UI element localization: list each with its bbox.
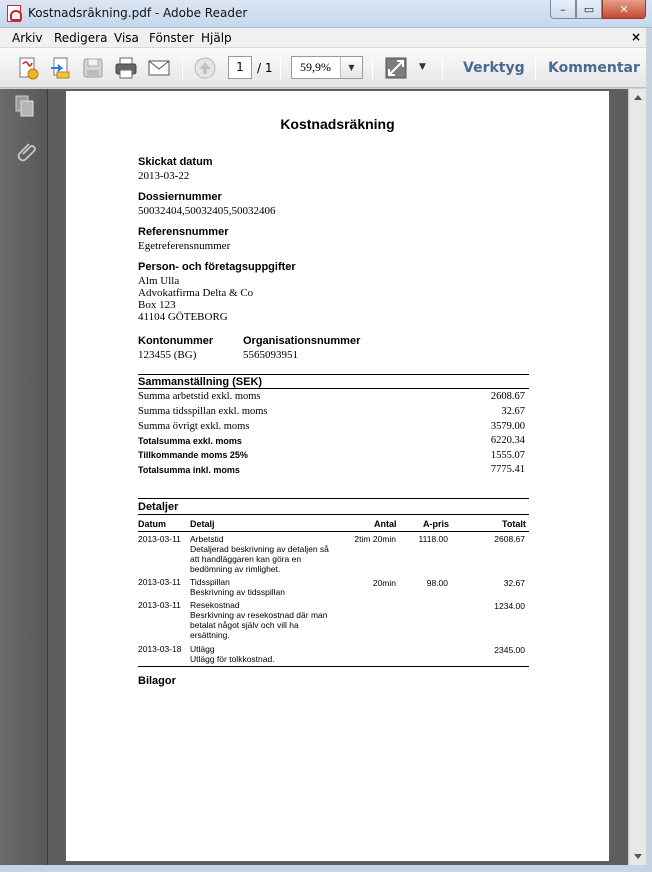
col-total: Totalt: [502, 519, 526, 529]
email-icon[interactable]: [147, 56, 171, 80]
toolbar-options-icon[interactable]: ▼: [419, 62, 426, 72]
divider: [138, 374, 529, 375]
detail-desc: Detaljerad beskrivning av detaljen så: [190, 544, 329, 554]
maximize-button[interactable]: ▭: [576, 0, 602, 19]
page-number-input[interactable]: 1: [228, 56, 252, 79]
page-total: / 1: [257, 61, 273, 75]
full-screen-icon[interactable]: [384, 56, 408, 80]
divider: [138, 514, 529, 515]
toolbar-separator: [372, 56, 373, 80]
account-label: Kontonummer: [138, 335, 214, 347]
menu-fonster[interactable]: Fönster: [149, 31, 194, 45]
previous-page-icon[interactable]: [193, 56, 217, 80]
person-line: Box 123: [138, 299, 176, 311]
summary-heading: Sammanställning (SEK): [138, 376, 263, 388]
pdf-page: [66, 91, 609, 861]
attachments-heading: Bilagor: [138, 675, 176, 687]
vertical-scrollbar[interactable]: [628, 89, 646, 865]
toolbar: [0, 48, 652, 88]
summary-row-amount: 1555.07: [490, 450, 525, 461]
summary-row-label: Summa arbetstid exkl. moms: [138, 391, 261, 402]
save-icon[interactable]: [81, 56, 105, 80]
account-value: 123455 (BG): [138, 349, 197, 361]
col-price: A-pris: [423, 519, 450, 529]
summary-row-label: Summa övrigt exkl. moms: [138, 421, 250, 432]
person-line: Advokatfirma Delta & Co: [138, 287, 254, 299]
navigation-panel: [0, 89, 48, 865]
detail-title: Tidsspillan: [190, 577, 230, 587]
summary-row-label: Totalsumma exkl. moms: [138, 436, 242, 446]
detail-desc: bedömning av rimlighet.: [190, 564, 281, 574]
window-frame: [646, 28, 652, 872]
details-heading: Detaljer: [138, 501, 179, 513]
toolbar-separator: [182, 56, 183, 80]
pdf-app-icon: [7, 5, 21, 22]
dossier-label: Dossiernummer: [138, 191, 222, 203]
detail-price: 1118.00: [418, 534, 448, 544]
menu-arkiv[interactable]: Arkiv: [12, 31, 43, 45]
menu-hjalp[interactable]: Hjälp: [201, 31, 232, 45]
detail-desc: Utlägg för tolkkostnad.: [190, 654, 275, 664]
detail-title: Arbetstid: [190, 534, 224, 544]
title-bar: [0, 0, 652, 28]
detail-desc: Beskrivning av tidsspillan: [190, 587, 285, 597]
summary-row-amount: 2608.67: [490, 391, 525, 402]
menu-bar: [0, 28, 652, 48]
close-window-button[interactable]: ✕: [602, 0, 646, 19]
reference-value: Egetreferensnummer: [138, 240, 231, 252]
person-line: Alm Ulla: [138, 275, 180, 287]
scroll-down-icon[interactable]: [634, 854, 642, 859]
close-document-icon[interactable]: ×: [630, 30, 641, 44]
summary-row-label: Totalsumma inkl. moms: [138, 465, 240, 475]
menu-visa[interactable]: Visa: [114, 31, 139, 45]
zoom-select[interactable]: [291, 56, 363, 79]
attachments-icon[interactable]: [14, 139, 36, 163]
detail-date: 2013-03-18: [138, 644, 182, 654]
window-frame: [0, 865, 652, 872]
divider: [138, 388, 529, 389]
detail-desc: ersättning.: [190, 630, 230, 640]
sent-date-value: 2013-03-22: [138, 170, 190, 182]
toolbar-separator: [280, 56, 281, 80]
summary-row-label: Summa tidsspillan exkl. moms: [138, 406, 268, 417]
toolbar-separator: [442, 56, 443, 80]
chevron-down-icon[interactable]: ▼: [340, 57, 362, 78]
minimize-button[interactable]: –: [550, 0, 576, 19]
detail-date: 2013-03-11: [138, 534, 181, 544]
col-date: Datum: [138, 519, 167, 529]
detail-qty: 2tim 20min: [354, 534, 396, 544]
tools-button[interactable]: Verktyg: [463, 60, 525, 76]
sent-date-label: Skickat datum: [138, 156, 213, 168]
detail-price: 98.00: [426, 578, 448, 588]
summary-row-amount: 3579.00: [490, 421, 525, 432]
detail-desc: att handläggaren kan göra en: [190, 554, 302, 564]
org-value: 5565093951: [243, 349, 298, 361]
col-qty: Antal: [374, 519, 397, 529]
summary-row-amount: 7775.41: [490, 464, 525, 475]
summary-row-label: Tillkommande moms 25%: [138, 450, 248, 460]
document-title: Kostnadsräkning: [280, 116, 395, 132]
detail-total: 32.67: [503, 578, 525, 588]
detail-title: Resekostnad: [190, 600, 240, 610]
window-title: Kostnadsräkning.pdf - Adobe Reader: [28, 6, 248, 20]
person-label: Person- och företagsuppgifter: [138, 261, 296, 273]
page-thumbnails-icon[interactable]: [14, 94, 36, 118]
col-detail: Detalj: [190, 519, 215, 529]
divider: [138, 498, 529, 499]
person-line: 41104 GÖTEBORG: [138, 311, 228, 323]
detail-total: 2608.67: [494, 534, 525, 544]
org-label: Organisationsnummer: [243, 335, 361, 347]
summary-row-amount: 6220.34: [490, 435, 525, 446]
print-icon[interactable]: [114, 56, 138, 80]
scroll-up-icon[interactable]: [634, 95, 642, 100]
detail-total: 1234.00: [494, 601, 525, 611]
detail-date: 2013-03-11: [138, 600, 181, 610]
detail-total: 2345.00: [494, 645, 525, 655]
detail-title: Utlägg: [190, 644, 215, 654]
document-viewport: [48, 89, 628, 865]
detail-qty: 20min: [372, 578, 396, 588]
reference-label: Referensnummer: [138, 226, 229, 238]
detail-desc: Besrkivning av resekostnad där man: [190, 610, 328, 620]
toolbar-separator: [535, 56, 536, 80]
window-controls: [550, 0, 646, 20]
divider: [138, 666, 529, 667]
summary-row-amount: 32.67: [501, 406, 525, 417]
detail-desc: betalat något själv och vill ha: [190, 620, 299, 630]
divider: [138, 531, 529, 532]
create-pdf-icon[interactable]: [16, 56, 40, 80]
zoom-value: 59,9%: [300, 60, 331, 74]
menu-redigera[interactable]: Redigera: [54, 31, 108, 45]
detail-date: 2013-03-11: [138, 577, 181, 587]
comment-button[interactable]: Kommentar: [548, 60, 640, 76]
dossier-value: 50032404,50032405,50032406: [138, 205, 276, 217]
open-file-icon[interactable]: [48, 56, 72, 80]
